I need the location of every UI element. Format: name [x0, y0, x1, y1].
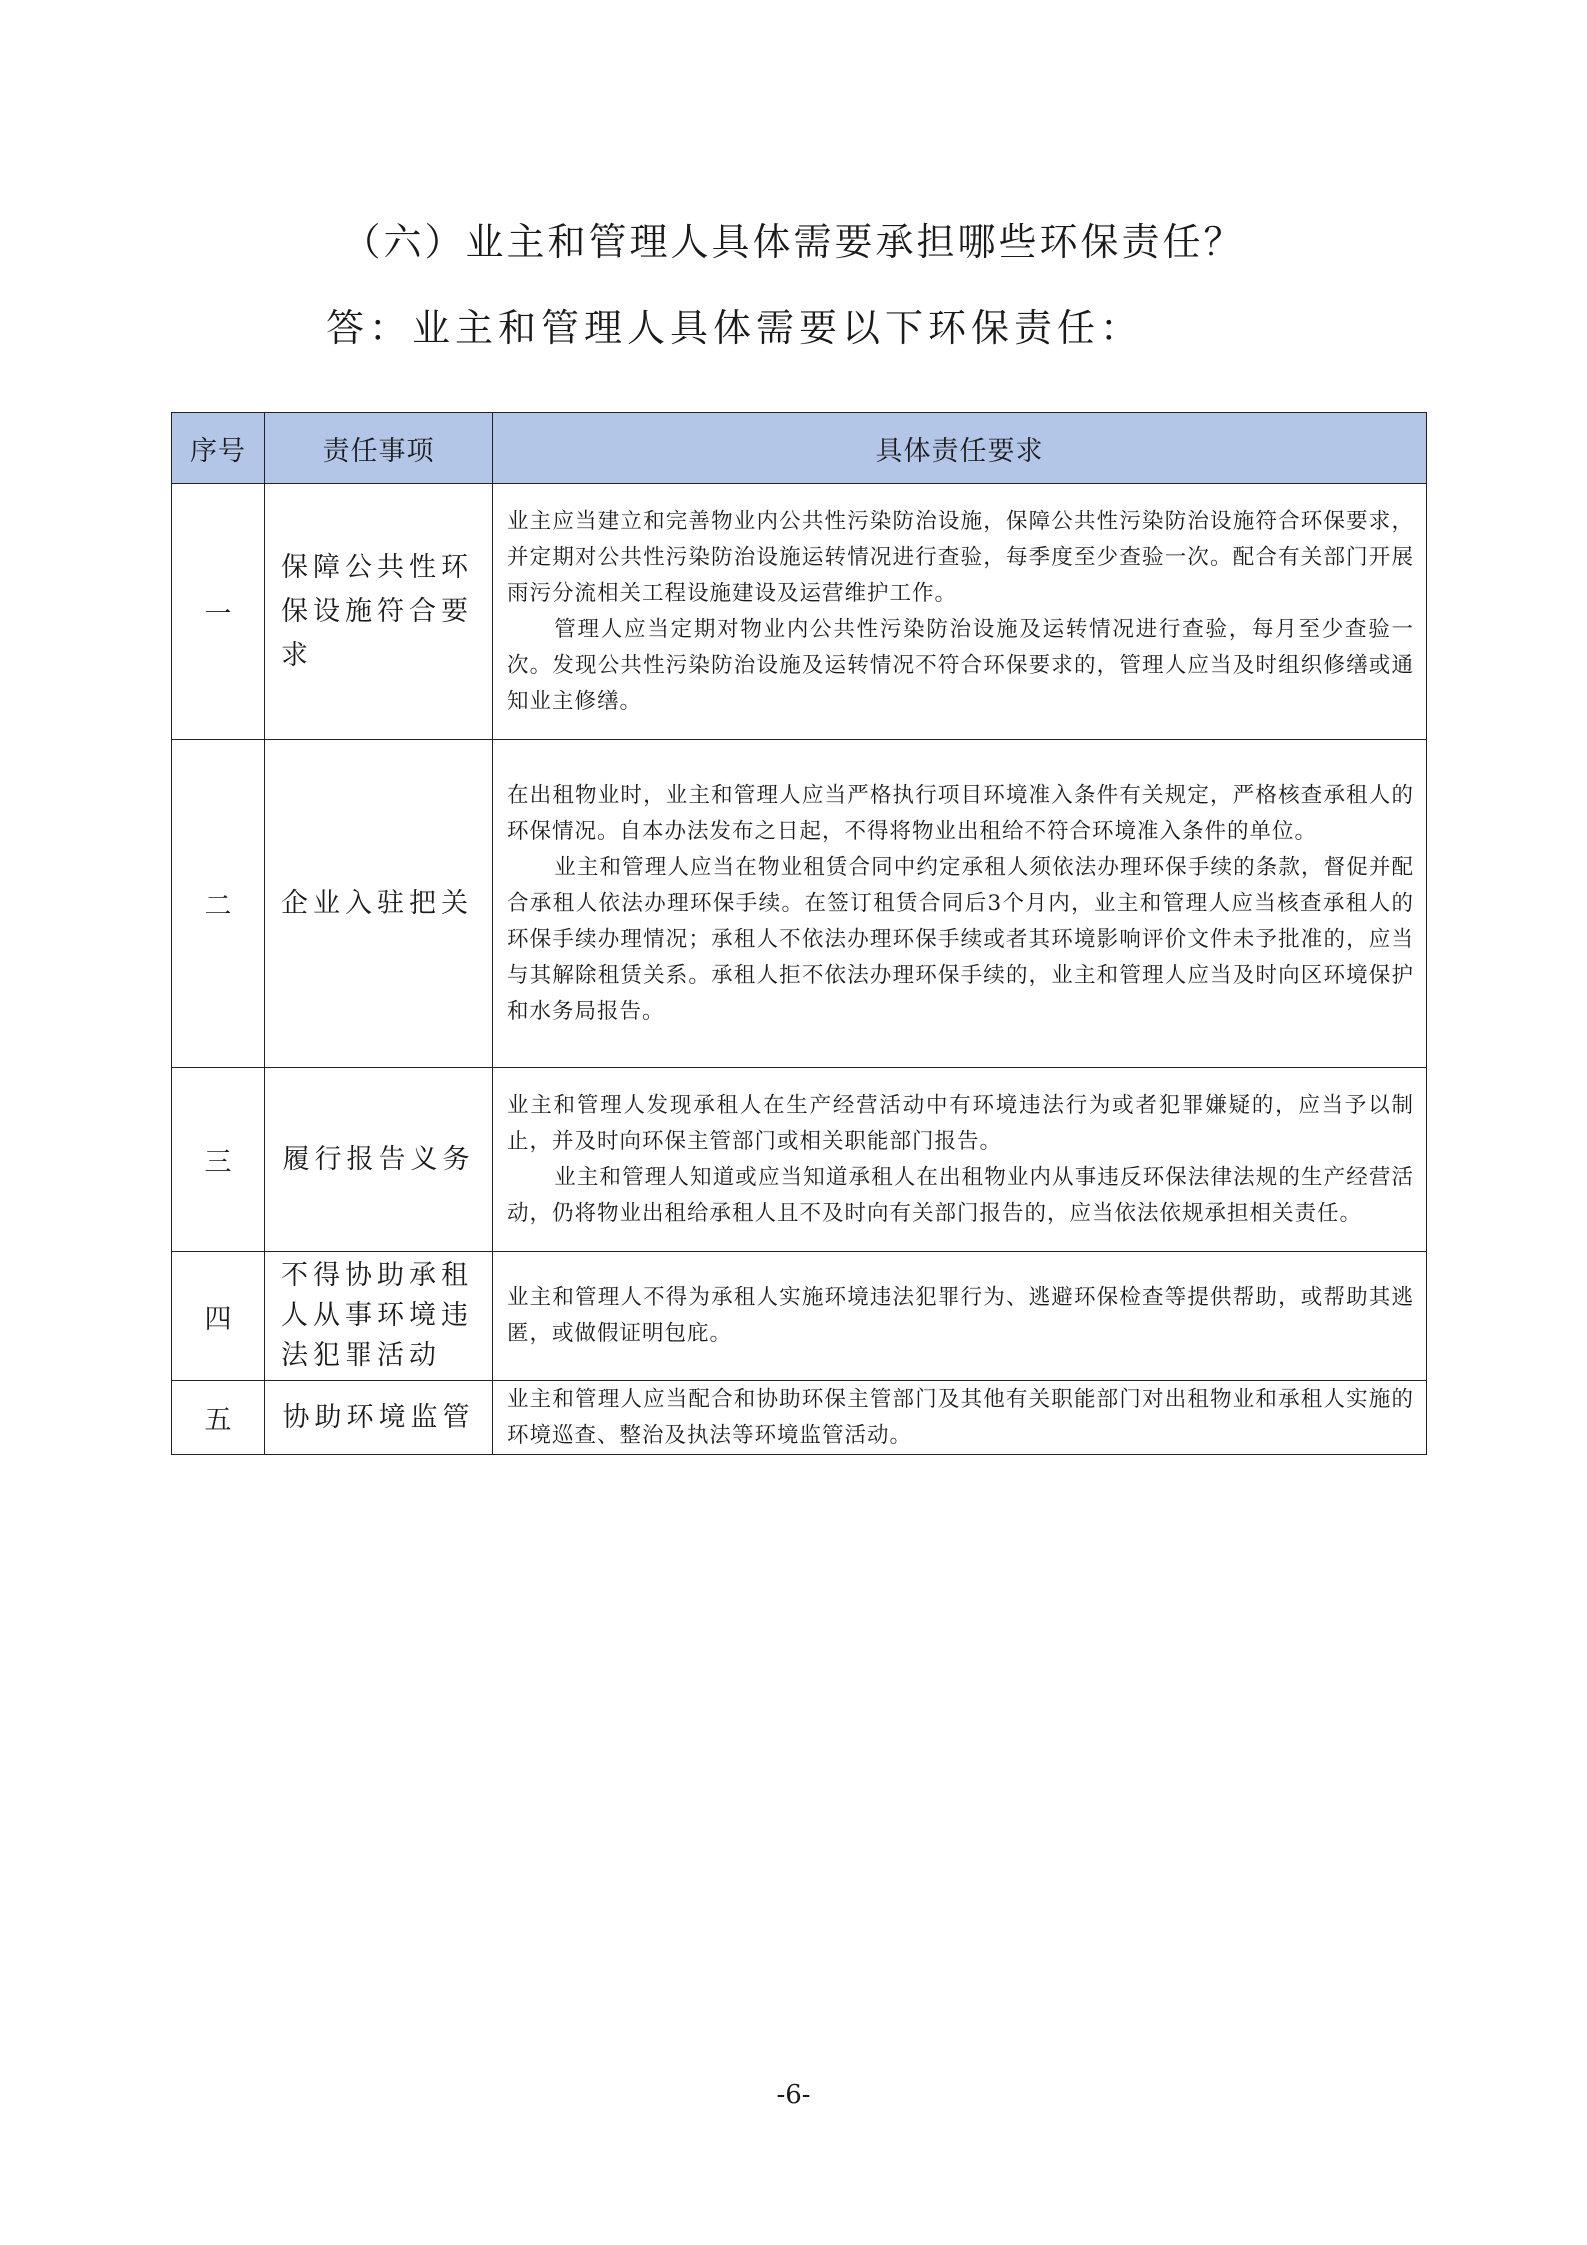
- requirement-paragraph: 业主和管理人不得为承租人实施环境违法犯罪行为、逃避环保检查等提供帮助，或帮助其逃匿，或做假证明包庇。: [507, 1285, 1414, 1346]
- row-item: 保障公共性环保设施符合要求: [265, 484, 493, 740]
- table-row: [172, 740, 1427, 1068]
- row-item: 不得协助承租人从事环境违法犯罪活动: [265, 1252, 493, 1381]
- section-title: （六）业主和管理人具体需要承担哪些环保责任？: [342, 220, 1245, 264]
- requirement-paragraph: 在出租物业时，业主和管理人应当严格执行项目环境准入条件有关规定，严格核查承租人的环保情况。自本办法发布之日起，不得将物业出租给不符合环境准入条件的单位。: [507, 782, 1414, 844]
- row-seq: 四: [172, 1252, 265, 1381]
- requirement-paragraph: 业主和管理人应当在物业租赁合同中约定承租人须依法办理环保手续的条款，督促并配合承租人依法办理环保手续。在签订租赁合同后3个月内，业主和管理人应当核查承租人的环保手续办理情况；承租人不依法办理环保手续或者其环境影响评价文件未予批准的，应当与其解除租赁关系。承租人拒不依法办理环保手续的，业主和管理人应当及时向区环境保护和水务局报告。: [507, 854, 1414, 1024]
- row-item: 履行报告义务: [265, 1068, 493, 1252]
- header-item: 责任事项: [265, 413, 493, 484]
- row-requirement: [493, 740, 1427, 1068]
- row-seq: 二: [172, 740, 265, 1068]
- requirement-paragraph: 业主和管理人应当配合和协助环保主管部门及其他有关职能部门对出租物业和承租人实施的环境巡查、整治及执法等环境监管活动。: [507, 1386, 1414, 1448]
- requirement-paragraph: 业主应当建立和完善物业内公共性污染防治设施，保障公共性污染防治设施符合环保要求，并定期对公共性污染防治设施运转情况进行查验，每季度至少查验一次。配合有关部门开展雨污分流相关工程设施建设及运营维护工作。: [507, 508, 1414, 606]
- row-requirement: [493, 1068, 1427, 1252]
- table-row: [172, 484, 1427, 740]
- answer-intro: 答：业主和管理人具体需要以下环保责任：: [326, 306, 1144, 350]
- requirement-paragraph: 业主和管理人发现承租人在生产经营活动中有环境违法行为或者犯罪嫌疑的，应当予以制止，并及时向环保主管部门或相关职能部门报告。: [507, 1092, 1414, 1154]
- table-row: [172, 1068, 1427, 1252]
- row-seq: 三: [172, 1068, 265, 1252]
- responsibility-table: [171, 412, 1427, 1455]
- row-requirement: [493, 1381, 1427, 1455]
- row-item: 协助环境监管: [265, 1381, 493, 1455]
- table-row: [172, 1252, 1427, 1381]
- header-requirement: 具体责任要求: [493, 413, 1427, 484]
- header-seq: 序号: [172, 413, 265, 484]
- row-item: 企业入驻把关: [265, 740, 493, 1068]
- row-seq: 五: [172, 1381, 265, 1455]
- requirement-paragraph: 业主和管理人知道或应当知道承租人在出租物业内从事违反环保法律法规的生产经营活动，仍将物业出租给承租人且不及时向有关部门报告的，应当依法依规承担相关责任。: [507, 1164, 1414, 1226]
- table-row: [172, 1381, 1427, 1455]
- table-header-row: [172, 413, 1427, 484]
- row-requirement: [493, 1252, 1427, 1381]
- page-number: -6-: [776, 2080, 811, 2110]
- row-seq: 一: [172, 484, 265, 740]
- row-requirement: [493, 484, 1427, 740]
- requirement-paragraph: 管理人应当定期对物业内公共性污染防治设施及运转情况进行查验，每月至少查验一次。发现公共性污染防治设施及运转情况不符合环保要求的，管理人应当及时组织修缮或通知业主修缮。: [507, 616, 1414, 714]
